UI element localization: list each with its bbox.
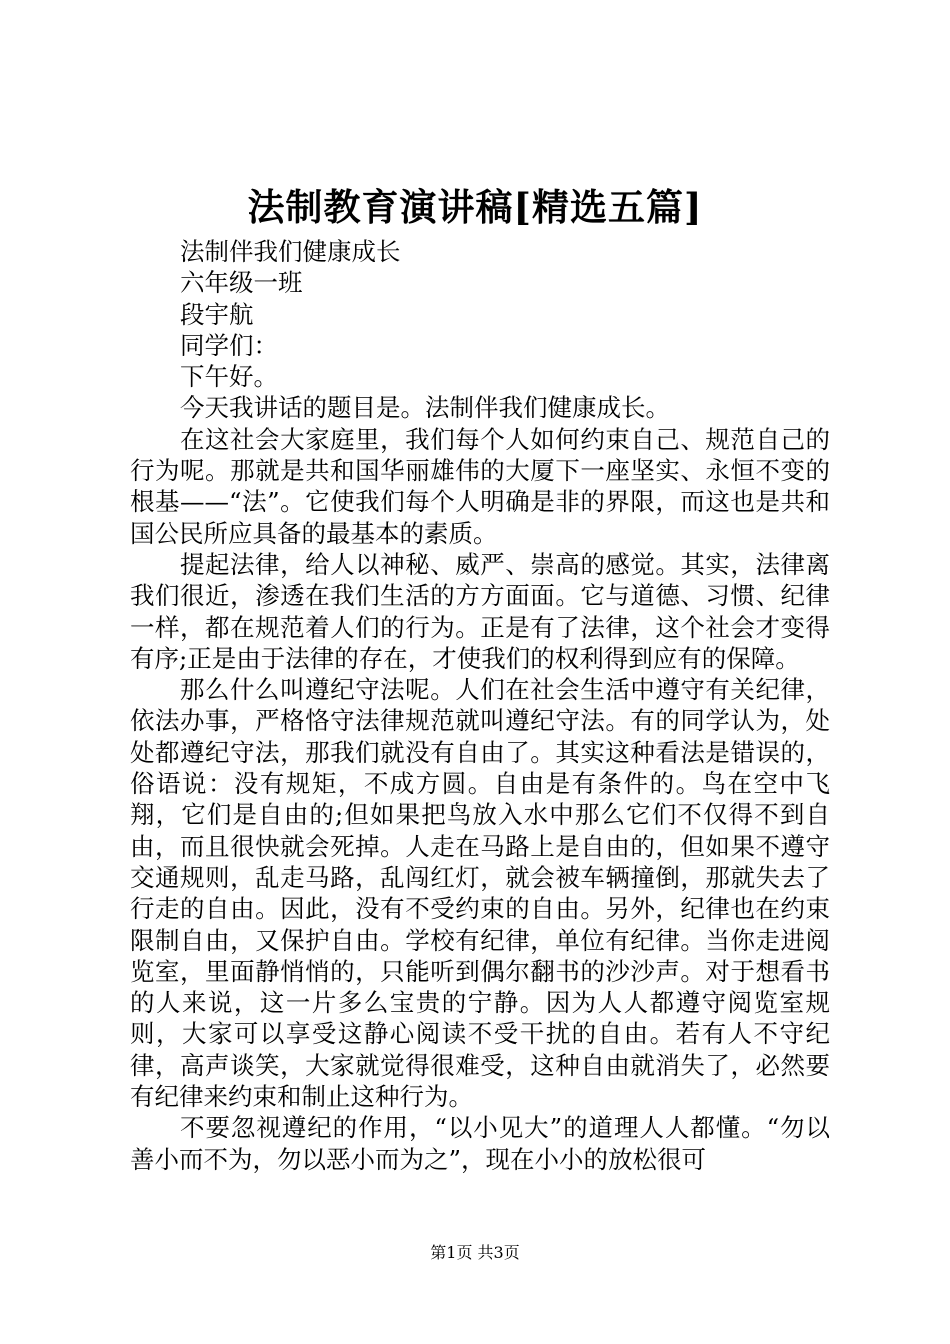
speech-title-line: 法制伴我们健康成长	[180, 237, 401, 266]
topic-line: 今天我讲话的题目是。法制伴我们健康成长。	[180, 393, 670, 423]
greeting-line: 下午好。	[180, 362, 278, 392]
page-footer: 第1页 共3页	[430, 1243, 520, 1262]
document-title: 法制教育演讲稿[精选五篇]	[247, 185, 703, 229]
salutation-line: 同学们：	[180, 330, 278, 360]
paragraph-1: 在这社会大家庭里，我们每个人如何约束自己、规范自己的行为呢。那就是共和国华丽雄伟的大厦下一座坚实、永恒不变的根基——“法”。它使我们每个人明确是非的界限，而这也是共和国公民所应具备的最基本的素质。	[130, 424, 830, 548]
paragraph-4: 不要忽视遵纪的作用，“以小见大”的道理人人都懂。“勿以善小而不为，勿以恶小而为之”，现在小小的放松很可	[130, 1113, 830, 1174]
document-body	[130, 236, 830, 1175]
author-line: 段宇航	[180, 299, 254, 329]
paragraph-2: 提起法律，给人以神秘、威严、崇高的感觉。其实，法律离我们很近，渗透在我们生活的方方面面。它与道德、习惯、纪律一样，都在规范着人们的行为。正是有了法律，这个社会才变得有序;正是由于法律的存在，才使我们的权利得到应有的保障。	[130, 549, 830, 673]
class-line: 六年级一班	[180, 268, 303, 298]
paragraph-3: 那么什么叫遵纪守法呢。人们在社会生活中遵守有关纪律，依法办事，严格恪守法律规范就叫遵纪守法。有的同学认为，处处都遵纪守法，那我们就没有自由了。其实这种看法是错误的，俗语说：没有规矩，不成方圆。自由是有条件的。鸟在空中飞翔，它们是自由的;但如果把鸟放入水中那么它们不仅得不到自由，而且很快就会死掉。人走在马路上是自由的，但如果不遵守交通规则，乱走马路，乱闯红灯，就会被车辆撞倒，那就失去了行走的自由。因此，没有不受约束的自由。另外，纪律也在约束限制自由，又保护自由。学校有纪律，单位有纪律。当你走进阅览室，里面静悄悄的，只能听到偶尔翻书的沙沙声。对于想看书的人来说，这一片多么宝贵的宁静。因为人人都遵守阅览室规则，大家可以享受这静心阅读不受干扰的自由。若有人不守纪律，高声谈笑，大家就觉得很难受，这种自由就消失了，必然要有纪律来约束和制止这种行为。	[130, 675, 830, 1112]
